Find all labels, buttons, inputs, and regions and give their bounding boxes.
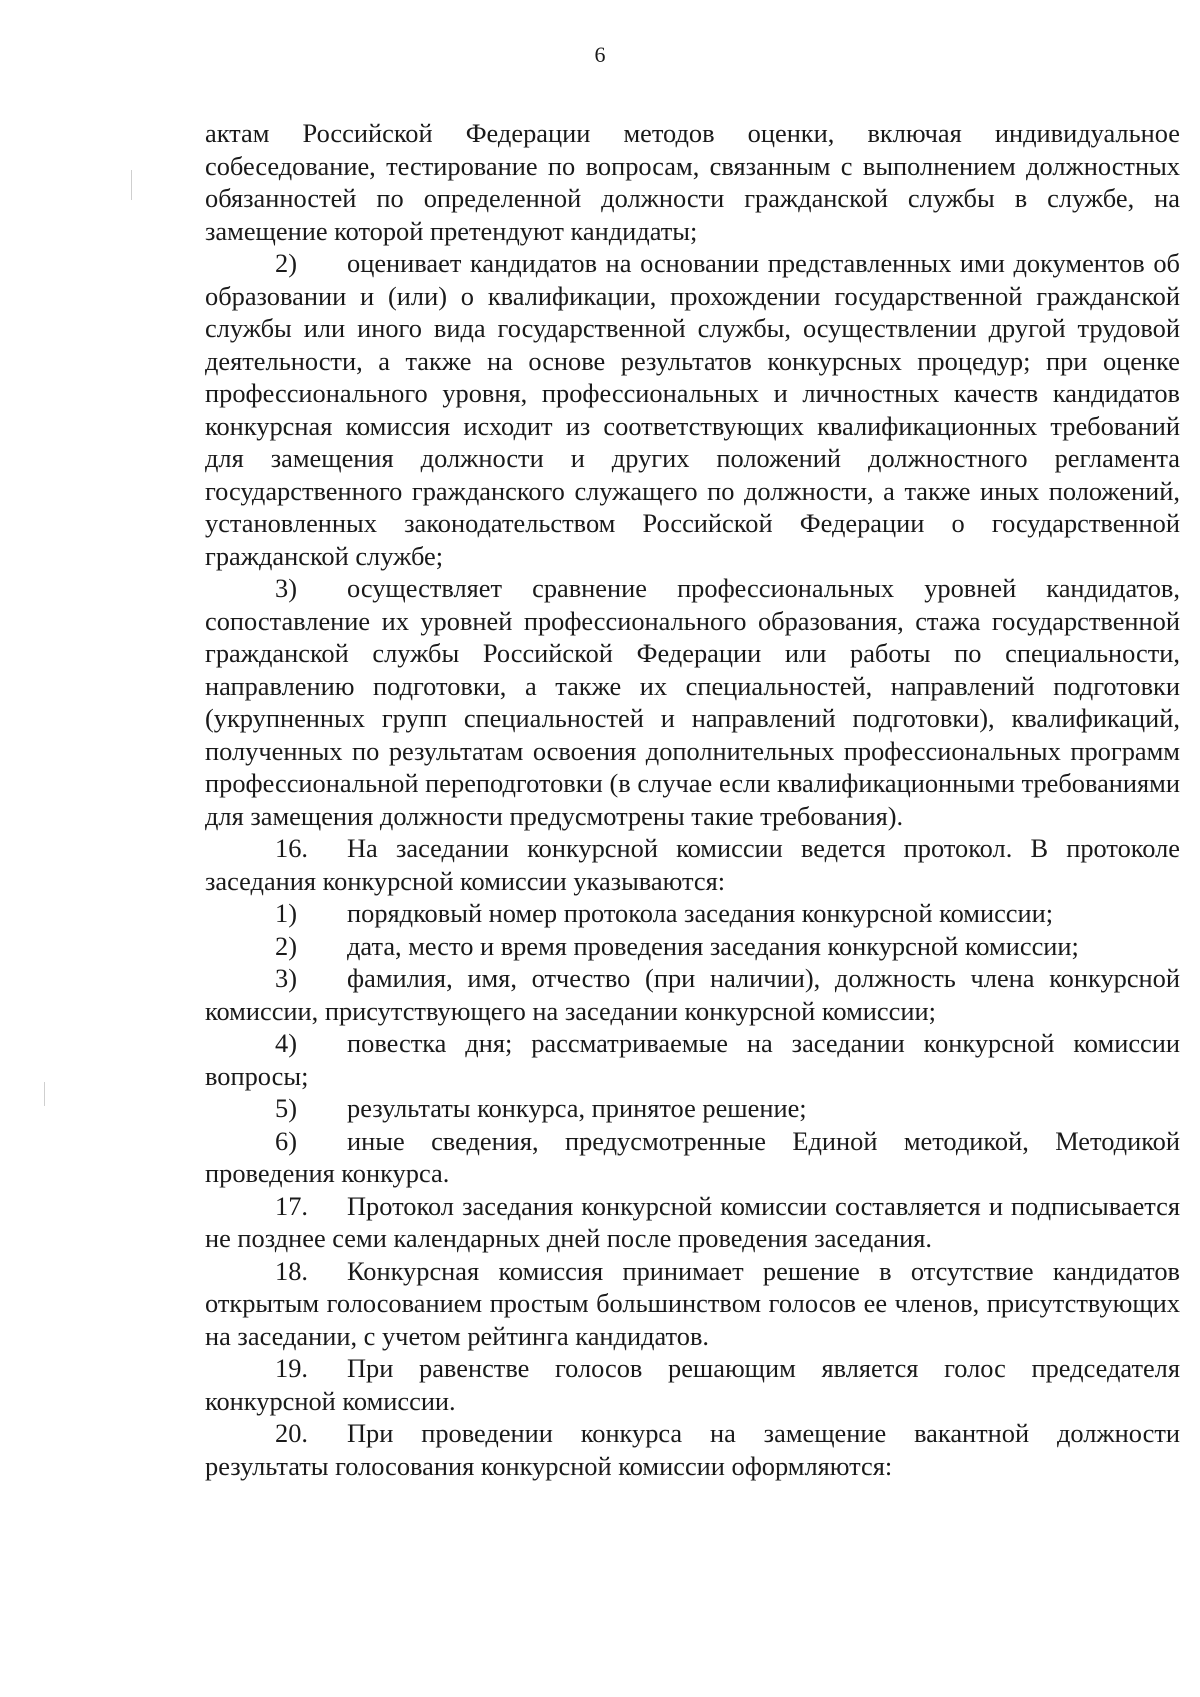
clause xyxy=(205,1417,1180,1482)
item-text: порядковый номер протокола заседания конкурсной комиссии; xyxy=(347,898,1054,928)
item-number: 6) xyxy=(275,1125,297,1156)
item-number: 3) xyxy=(275,573,297,603)
item-number: 5) xyxy=(275,1093,297,1123)
scan-edge-mark xyxy=(44,1082,45,1106)
clause-number: 18. xyxy=(275,1255,308,1286)
item-number: 4) xyxy=(275,1028,297,1058)
list-item xyxy=(205,1027,1180,1092)
item-text: результаты конкурса, принятое решение; xyxy=(347,1093,807,1123)
item-number: 2) xyxy=(275,930,297,961)
list-item xyxy=(205,572,1180,832)
list-item xyxy=(205,247,1180,572)
clause-text: При проведении конкурса на замещение вакантной должности результаты голосования конкурсной комиссии оформляются: xyxy=(205,1418,1180,1481)
clause xyxy=(205,1255,1180,1353)
clause-number: 20. xyxy=(275,1418,308,1448)
clause-number: 19. xyxy=(275,1353,308,1383)
list-item xyxy=(205,897,1180,930)
item-text: осуществляет сравнение профессиональных уровней кандидатов, сопоставление их уровней профессионального образования, стажа государственной гражданской службы Российской Федерации или работы по специальности, направлению подготовки, а также их специальностей, направлений подготовки (укрупненных групп специальностей и направлений подготовки), квалификаций, полученных по результатам освоения дополнительных профессиональных программ профессиональной переподготовки (в случае если квалификационными требованиями для замещения должности предусмотрены такие требования). xyxy=(205,573,1180,831)
list-item xyxy=(205,962,1180,1027)
item-number: 3) xyxy=(275,963,297,993)
paragraph-continuation xyxy=(205,117,1180,247)
list-item xyxy=(205,930,1180,963)
clause xyxy=(205,832,1180,897)
clause xyxy=(205,1190,1180,1255)
list-item xyxy=(205,1125,1180,1190)
item-text: повестка дня; рассматриваемые на заседании конкурсной комиссии вопросы; xyxy=(205,1028,1180,1091)
clause-text: На заседании конкурсной комиссии ведется протокол. В протоколе заседания конкурсной комиссии указываются: xyxy=(205,833,1180,896)
clause-number: 17. xyxy=(275,1190,308,1221)
item-text: дата, место и время проведения заседания конкурсной комиссии; xyxy=(347,930,1079,961)
scan-edge-mark xyxy=(131,170,132,200)
list-item xyxy=(205,1092,1180,1125)
clause-text: При равенстве голосов решающим является голос председателя конкурсной комиссии. xyxy=(205,1353,1180,1416)
item-text: оценивает кандидатов на основании представленных ими документов об образовании и (или) о квалификации, прохождении государственной гражданской службы или иного вида государственной службы, осуществлении другой трудовой деятельности, а также на основе результатов конкурсных процедур; при оценке профессионального уровня, профессиональных и личностных качеств кандидатов конкурсная комиссия исходит из соответствующих квалификационных требований для замещения должности и других положений должностного регламента государственного гражданского служащего по должности, а также иных положений, установленных законодательством Российской Федерации о государственной гражданской службе; xyxy=(205,248,1180,571)
item-text: иные сведения, предусмотренные Единой методикой, Методикой проведения конкурса. xyxy=(205,1125,1180,1188)
page-number: 6 xyxy=(594,42,606,67)
item-number: 2) xyxy=(275,248,297,278)
paragraph-text: актам Российской Федерации методов оценки, включая индивидуальное собеседование, тестирование по вопросам, связанным с выполнением должностных обязанностей по определенной должности гражданской службы в службе, на замещение которой претендуют кандидаты; xyxy=(205,118,1180,246)
item-text: фамилия, имя, отчество (при наличии), должность члена конкурсной комиссии, присутствующего на заседании конкурсной комиссии; xyxy=(205,963,1180,1026)
clause-text: Протокол заседания конкурсной комиссии составляется и подписывается не позднее семи календарных дней после проведения заседания. xyxy=(205,1190,1180,1253)
item-number: 1) xyxy=(275,898,297,928)
clause-text: Конкурсная комиссия принимает решение в отсутствие кандидатов открытым голосованием простым большинством голосов ее членов, присутствующих на заседании, с учетом рейтинга кандидатов. xyxy=(205,1255,1180,1351)
clause-number: 16. xyxy=(275,833,308,863)
document-body xyxy=(205,117,1180,1482)
clause xyxy=(205,1352,1180,1417)
